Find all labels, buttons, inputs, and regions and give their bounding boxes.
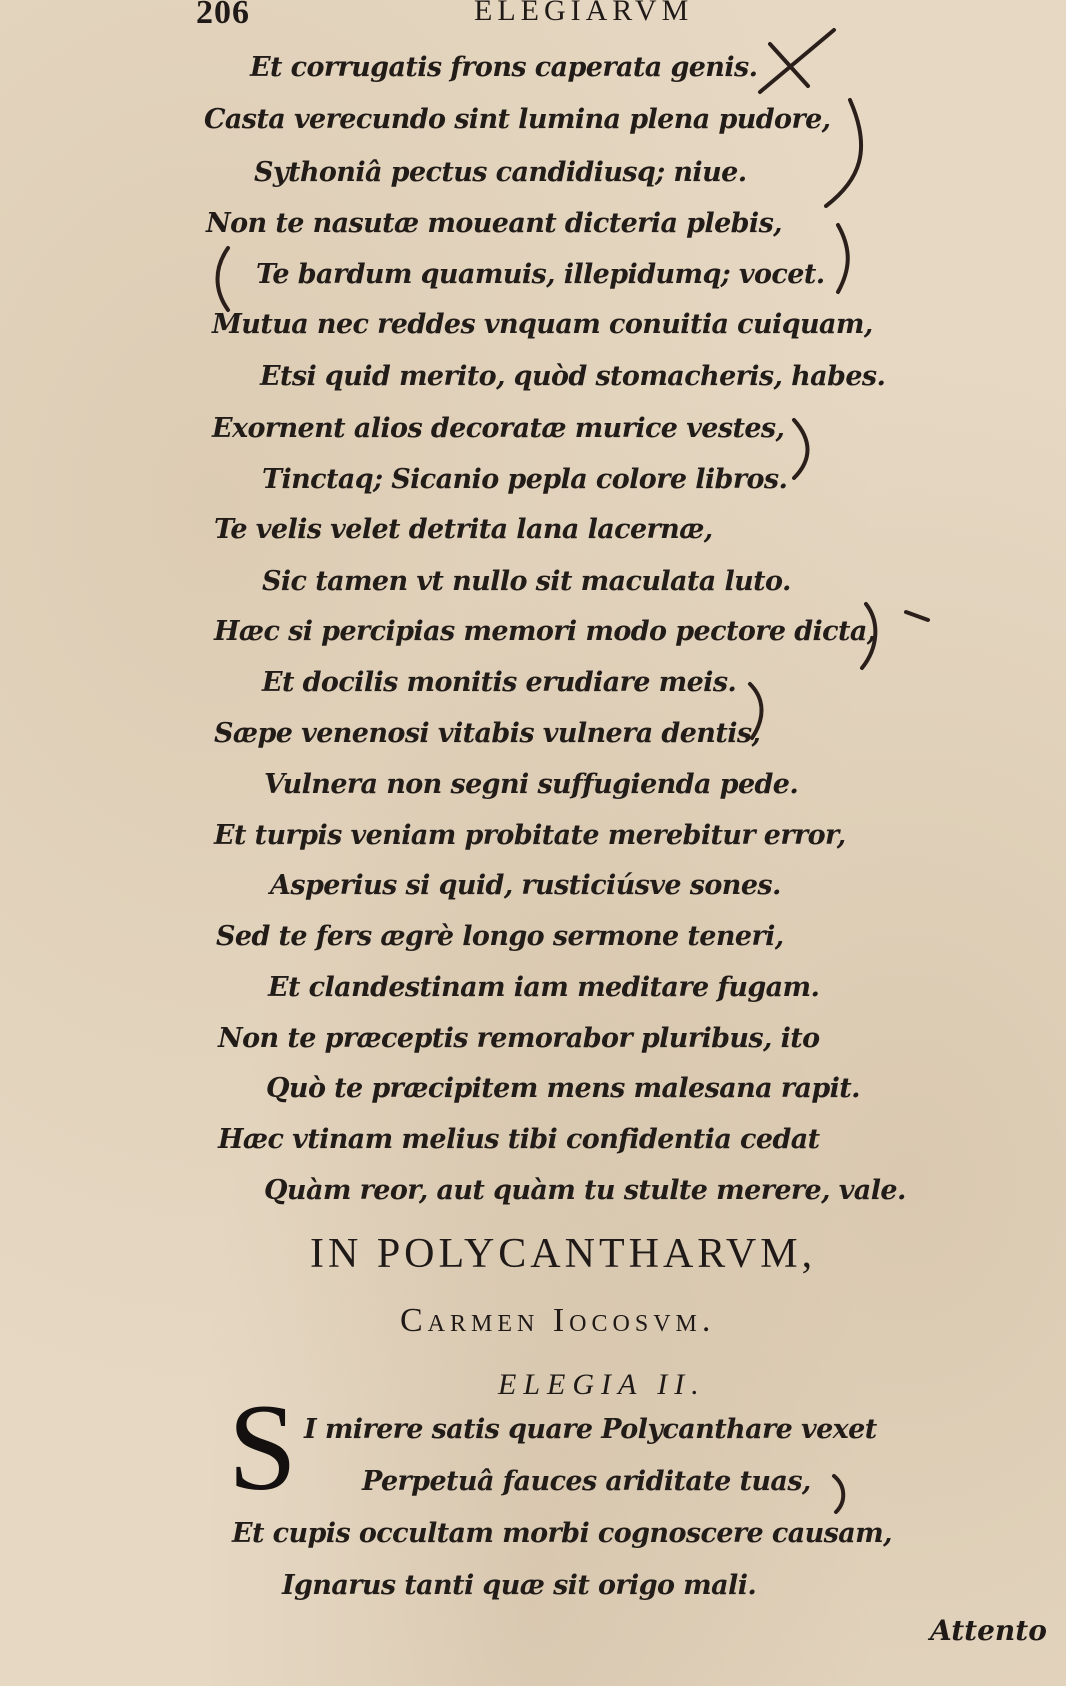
- poem-line: I mirere satis quare Polycanthare vexet: [304, 1414, 877, 1445]
- page-header: [0, 0, 1066, 34]
- verse-line: Casta verecundo sint lumina plena pudore,: [204, 104, 831, 135]
- verse-line: Non te nasutæ moueant dicteria plebis,: [206, 208, 782, 239]
- verse-line: Mutua nec reddes vnquam conuitia cuiquam,: [212, 309, 873, 340]
- running-head: ELEGIARVM: [474, 0, 694, 27]
- verse-line: Hæc vtinam melius tibi confidentia cedat: [218, 1124, 820, 1155]
- poem-line: Perpetuâ fauces ariditate tuas,: [362, 1466, 811, 1497]
- verse-line: Et clandestinam iam meditare fugam.: [268, 972, 820, 1003]
- drop-cap: S: [228, 1379, 297, 1516]
- verse-line: Et docilis monitis erudiare meis.: [262, 667, 737, 698]
- verse-line: Sæpe venenosi vitabis vulnera dentis,: [214, 718, 761, 749]
- verse-line: Et turpis veniam probitate merebitur error,: [214, 820, 846, 851]
- verse-line: Sythoniâ pectus candidiusq; niue.: [254, 157, 747, 188]
- verse-line: Sic tamen vt nullo sit maculata luto.: [262, 566, 791, 597]
- dash-mark: [906, 612, 928, 620]
- long-stroke: [826, 100, 861, 206]
- verse-line: Sed te fers ægrè longo sermone teneri,: [216, 921, 784, 952]
- verse-line: Et corrugatis frons caperata genis.: [250, 52, 758, 83]
- verse-line: Quàm reor, aut quàm tu stulte merere, vale.: [264, 1175, 906, 1206]
- section-label: ELEGIA II.: [498, 1368, 706, 1401]
- section-title: IN POLYCANTHARVM,: [310, 1231, 817, 1277]
- verse-line: Te velis velet detrita lana lacernæ,: [214, 514, 713, 545]
- verse-line: Exornent alios decoratæ murice vestes,: [212, 413, 785, 444]
- verse-line: Asperius si quid, rusticiúsve sones.: [270, 870, 781, 901]
- verse-line: Vulnera non segni suffugienda pede.: [264, 769, 799, 800]
- verse-line: Etsi quid merito, quòd stomacheris, habes.: [260, 361, 886, 392]
- verse-line: Tinctaq; Sicanio pepla colore libros.: [262, 464, 788, 495]
- bracket-mark: [794, 420, 808, 478]
- bracket-mark: [838, 225, 848, 292]
- poem-line: Ignarus tanti quæ sit origo mali.: [282, 1570, 757, 1601]
- cross-mark: [760, 30, 834, 92]
- verse-line: Te bardum quamuis, illepidumq; vocet.: [256, 259, 825, 290]
- open-bracket-mark: [218, 248, 229, 310]
- catchword: Attento: [930, 1614, 1047, 1647]
- verse-line: Non te præceptis remorabor pluribus, ito: [218, 1023, 820, 1054]
- section-subtitle: Carmen Iocosvm.: [400, 1302, 716, 1339]
- bracket-mark: [834, 1476, 843, 1512]
- poem-line: Et cupis occultam morbi cognoscere causam,: [232, 1518, 892, 1549]
- page-number: 206: [196, 0, 250, 31]
- verse-line: Hæc si percipias memori modo pectore dicta,: [214, 616, 876, 647]
- verse-line: Quò te præcipitem mens malesana rapit.: [266, 1073, 860, 1104]
